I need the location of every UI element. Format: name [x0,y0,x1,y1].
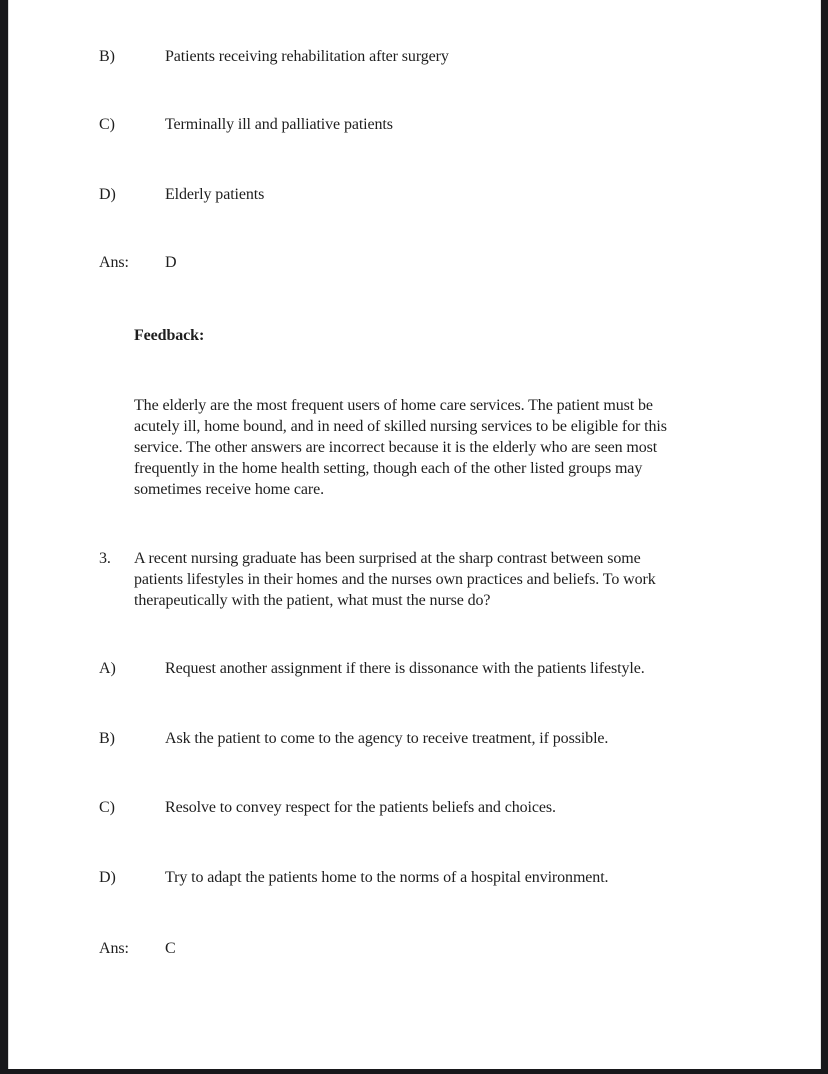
option-label: B) [99,48,115,65]
option-label: B) [99,730,115,747]
option-row-b [99,728,608,749]
question-line: therapeutically with the patient, what must the nurse do? [134,592,491,609]
option-label: C) [99,116,115,133]
option-label: C) [99,799,115,816]
feedback-line: service. The other answers are incorrect because it is the elderly who are seen most [134,439,658,456]
option-text: Resolve to convey respect for the patients beliefs and choices. [165,799,556,816]
option-text: Request another assignment if there is dissonance with the patients lifestyle. [165,660,645,677]
answer-value: D [165,254,177,271]
question-line: patients lifestyles in their homes and the nurses own practices and beliefs. To work [134,571,656,588]
option-row-c [99,797,556,818]
option-row-d [99,867,608,888]
question-line: A recent nursing graduate has been surprised at the sharp contrast between some [134,550,641,567]
answer-value: C [165,940,176,957]
feedback-heading: Feedback: [134,327,205,344]
answer-row-q3 [99,938,176,959]
option-text: Patients receiving rehabilitation after surgery [165,48,449,65]
option-row-b [99,46,449,67]
option-text: Terminally ill and palliative patients [165,116,393,133]
answer-label: Ans: [99,254,129,271]
option-label: D) [99,869,116,886]
option-text: Elderly patients [165,186,265,203]
option-text: Ask the patient to come to the agency to receive treatment, if possible. [165,730,609,747]
feedback-line: acutely ill, home bound, and in need of skilled nursing services to be eligible for this [134,418,667,435]
feedback-line: frequently in the home health setting, though each of the other listed groups may [134,460,643,477]
option-row-d [99,184,264,205]
feedback-paragraph [134,395,744,500]
option-row-a [99,658,645,679]
question-3 [99,548,734,611]
option-text: Try to adapt the patients home to the norms of a hospital environment. [165,869,609,886]
left-border [0,0,9,1074]
option-label: D) [99,186,116,203]
right-border [820,0,828,1074]
answer-row-q2 [99,252,176,273]
feedback-line: The elderly are the most frequent users of home care services. The patient must be [134,397,653,414]
option-row-c [99,114,393,135]
bottom-border [0,1069,828,1074]
answer-label: Ans: [99,940,129,957]
question-number: 3. [99,550,111,567]
feedback-line: sometimes receive home care. [134,481,324,498]
question-text [134,548,734,611]
option-label: A) [99,660,116,677]
